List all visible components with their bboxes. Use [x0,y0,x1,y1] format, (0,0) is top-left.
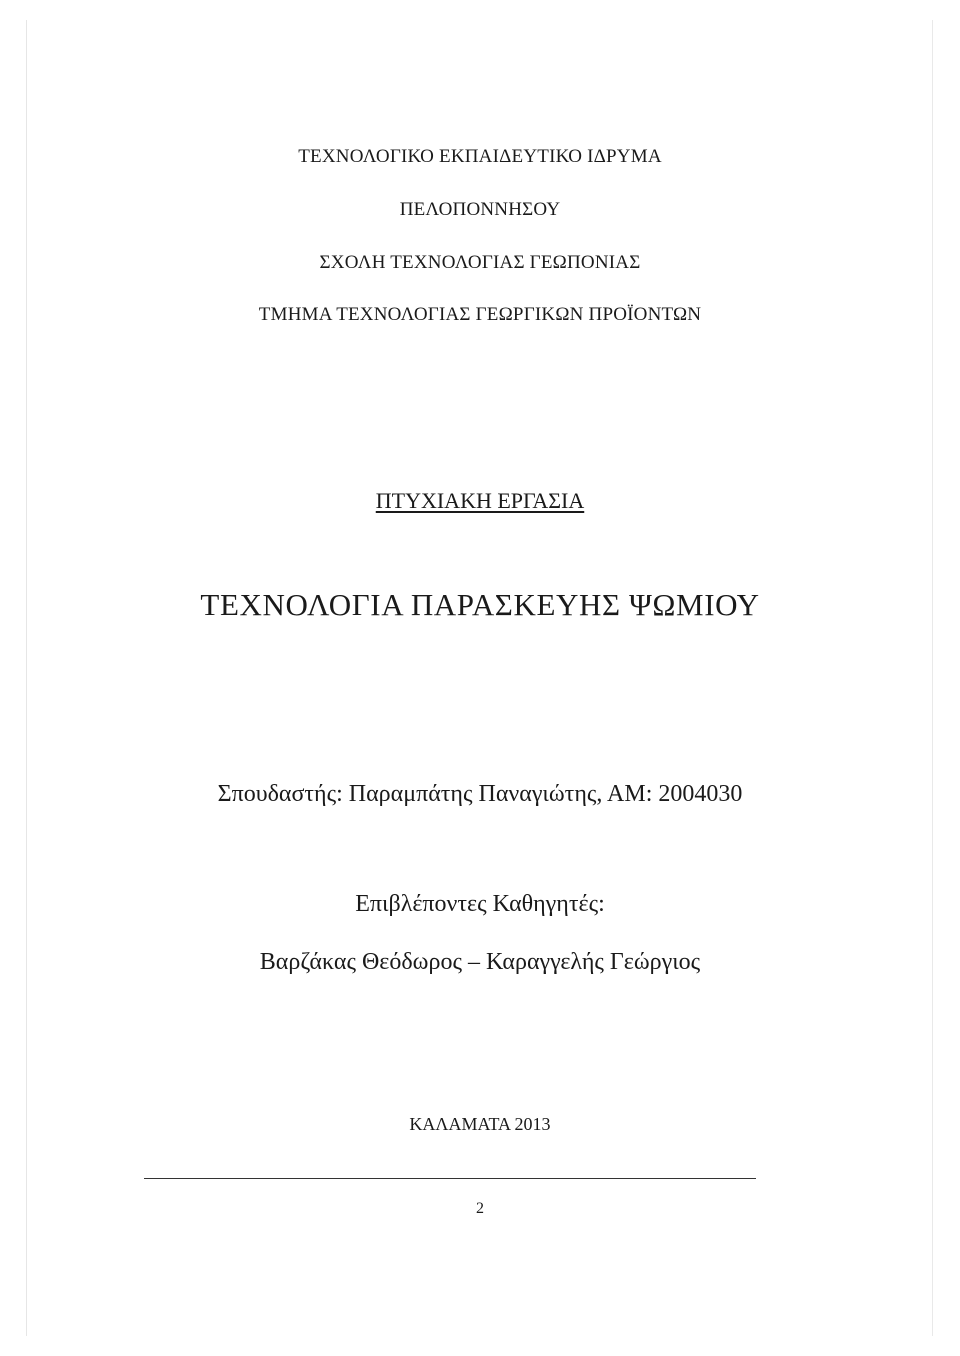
school-name: ΣΧΟΛΗ ΤΕΧΝΟΛΟΓΙΑΣ ΓΕΩΠΟΝΙΑΣ [319,252,641,273]
thesis-title: ΤΕΧΝΟΛΟΓΙΑ ΠΑΡΑΣΚΕΥΗΣ ΨΩΜΙΟΥ [200,587,760,622]
institution-region: ΠΕΛΟΠΟΝΝΗΣΟΥ [399,199,561,220]
institution-name: ΤΕΧΝΟΛΟΓΙΚΟ ΕΚΠΑΙΔΕΥΤΙΚΟ ΙΔΡΥΜΑ [298,146,662,167]
department-name: ΤΜΗΜΑ ΤΕΧΝΟΛΟΓΙΑΣ ΓΕΩΡΓΙΚΩΝ ΠΡΟΪΟΝΤΩΝ [258,304,702,325]
supervisors-names: Βαρζάκας Θεόδωρος – Καραγγελής Γεώργιος [259,949,701,975]
thesis-label [0,488,960,514]
footer-divider [144,1178,756,1179]
place-year: ΚΑΛΑΜΑΤΑ 2013 [409,1114,551,1134]
page-number: 2 [476,1200,484,1217]
student-info: Σπουδαστής: Παραμπάτης Παναγιώτης, ΑΜ: 2004030 [217,781,743,807]
thesis-label-text: ΠΤΥΧΙΑΚΗ ΕΡΓΑΣΙΑ [375,488,585,513]
supervisors-label: Επιβλέποντες Καθηγητές: [355,891,605,917]
